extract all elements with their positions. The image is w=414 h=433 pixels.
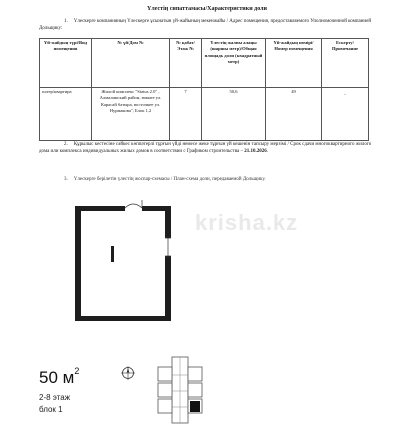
address-intro-text: Үлескерге компанияның Үлескерге ұсынатын үй-жайының мекенжайы / Адрес помещения, предоставляемого Уполномоченной компанией Дольщику: [39, 19, 372, 31]
building-key-plan [150, 355, 210, 427]
block-label: блок 1 [39, 405, 63, 414]
plan-wall-bottom [75, 316, 171, 321]
page-heading: Үлестің сипаттамасы/Характеристики доли [147, 6, 267, 12]
item-number: 1. [64, 19, 68, 24]
plan-caption-paragraph [39, 176, 374, 183]
plan-door-arc [125, 204, 142, 208]
delivery-text: Құрылыс кестесіне сәйкес көппәтерлі тұрғын үйді немесе жеке тұрғын үй кешенін тапсыру мерзімі / Срок сдачи многоквартирного жилого дома или комплекса индивидуальных жилых домов в соответствии с Графиком строительства – [39, 142, 372, 154]
address-paragraph [39, 18, 379, 32]
table-row [40, 88, 369, 141]
cell-note [322, 88, 369, 141]
unit-spec-table [39, 38, 369, 141]
watermark: krisha.kz [195, 210, 299, 235]
header-house: № үй/Дом № [92, 39, 170, 88]
header-type: Үй-жайдың түрі/Вид помещения [40, 39, 92, 88]
delivery-period: . [266, 148, 268, 154]
compass-icon [121, 366, 135, 380]
key-unit [188, 383, 202, 397]
header-unit-number: Үй-жайдың нөмірі/Номер помещения [266, 39, 322, 88]
table-header-row [40, 39, 369, 88]
plan-wall-top-left [75, 206, 125, 211]
key-unit-highlighted [190, 401, 200, 412]
header-note: Ескерту/Примечание [322, 39, 369, 88]
listing-area [39, 368, 79, 388]
note-dash: – [343, 91, 347, 96]
cell-floor: 7 [170, 88, 202, 141]
plan-wall-right-upper [165, 206, 171, 238]
area-value: 50 м [39, 368, 75, 387]
cell-type: пәтер/квартира [40, 88, 92, 141]
key-unit [158, 383, 172, 397]
floor-range: 2-8 этаж [39, 393, 71, 402]
cell-area: 50,6 [202, 88, 266, 141]
plan-caption-text: Үлескерге берілетін үлестің жоспар-схемасы / План-схема доли, передаваемой Дольщику. [73, 177, 266, 182]
cell-address: Жилой комплекс "Status 2.0" , Алмалинский район, южнее ул. Карасай батыра, восточнее ул. Нурмакова", Блок 1,2 [92, 88, 170, 141]
key-unit [158, 367, 172, 381]
key-unit [188, 367, 202, 381]
key-unit [158, 399, 172, 413]
delivery-paragraph [39, 142, 374, 155]
item-number: 3. [64, 177, 68, 182]
plan-wall-left [75, 208, 81, 320]
header-area: Үлестің жалпы алаңы (шаршы метр)/Общая площадь доли (квадратный метр) [202, 39, 266, 88]
plan-wall-right-lower [165, 256, 171, 321]
plan-column [111, 246, 114, 262]
cell-unit-number: 49 [266, 88, 322, 141]
apartment-floor-plan [70, 198, 180, 326]
area-unit-superscript: 2 [74, 366, 80, 377]
header-floor: № қабат/Этаж № [170, 39, 202, 88]
delivery-date: 21.10.2026 [244, 148, 267, 154]
item-number: 2. [64, 142, 68, 147]
